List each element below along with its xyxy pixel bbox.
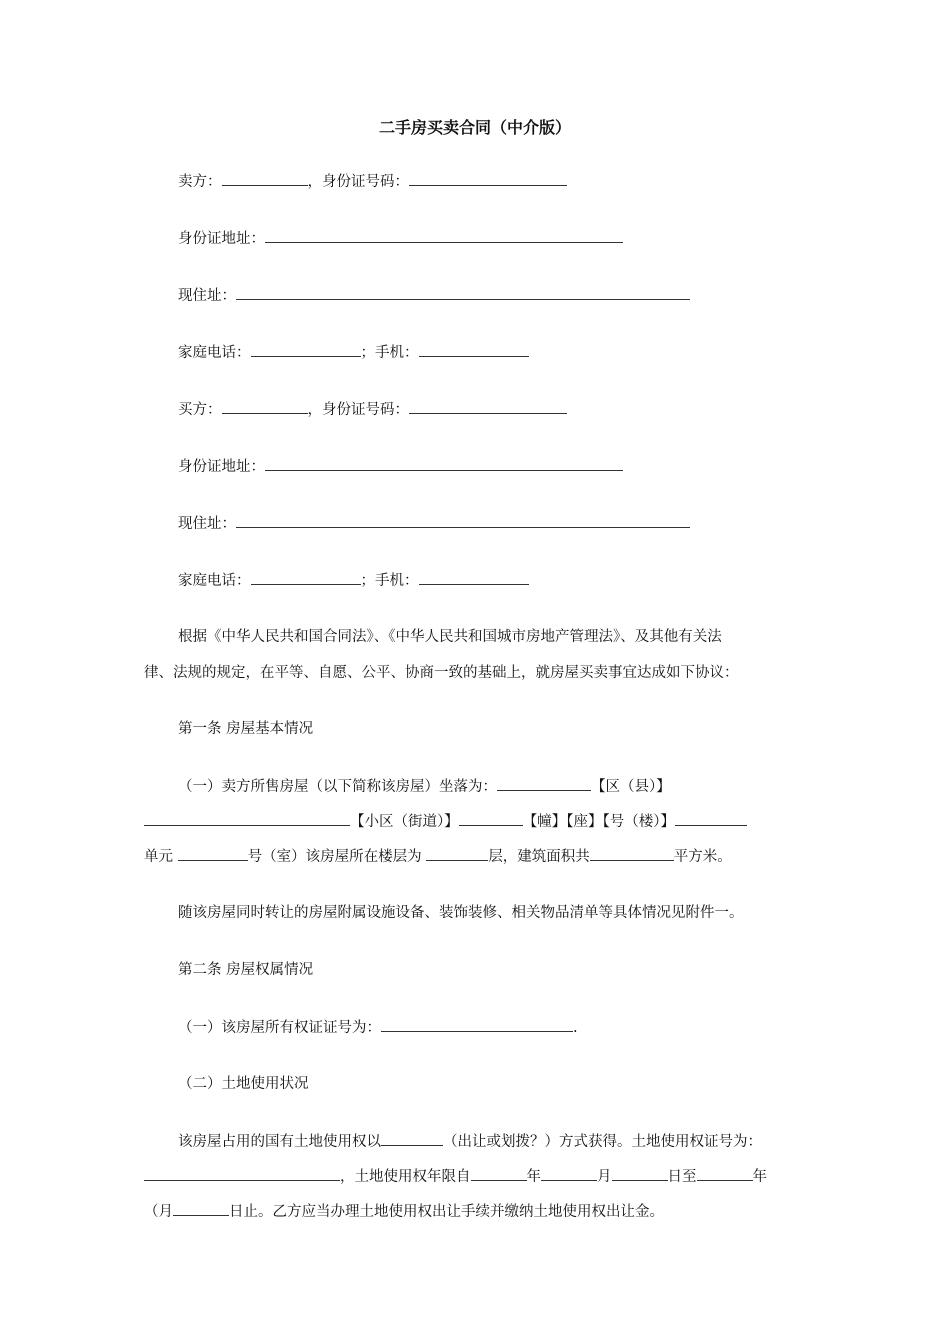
buyer-id-blank[interactable] <box>409 398 567 414</box>
seller-name-label: 卖方： <box>178 174 222 190</box>
area-unit-label: 平方米。 <box>673 849 732 865</box>
land-method-blank[interactable] <box>381 1130 443 1146</box>
article-1-location-label: （一）卖方所售房屋（以下简称该房屋）坐落为： <box>178 779 497 795</box>
buyer-name-label: 买方： <box>178 402 222 418</box>
start-year-blank[interactable] <box>471 1165 527 1181</box>
seller-id-address-line <box>178 227 623 250</box>
floor-blank[interactable] <box>426 845 488 861</box>
seller-phone-line <box>178 341 529 364</box>
buyer-address-line <box>178 512 690 535</box>
preamble-line-1: 根据《中华人民共和国合同法》、《中华人民共和国城市房地产管理法》、及其他有关法 <box>178 629 722 645</box>
end-year-blank[interactable] <box>697 1165 753 1181</box>
article-1-location-line <box>178 775 671 798</box>
start-day-label: 日至 <box>667 1169 697 1185</box>
building-blank[interactable] <box>459 810 523 826</box>
buyer-mobile-blank[interactable] <box>419 569 529 585</box>
seller-address-label: 现住址： <box>178 288 236 304</box>
seller-id-blank[interactable] <box>409 170 567 186</box>
ownership-cert-blank[interactable] <box>381 1016 573 1032</box>
article-2-heading: 第二条 房屋权属情况 <box>178 962 314 978</box>
buyer-address-blank[interactable] <box>236 512 690 528</box>
community-blank[interactable] <box>144 810 350 826</box>
land-use-line-2 <box>144 1165 767 1188</box>
end-day-label: 日止。乙方应当办理土地使用权出让手续并缴纳土地使用权出让金。 <box>229 1204 664 1220</box>
seller-id-label: ，身份证号码： <box>307 174 409 190</box>
buyer-phone-label: 家庭电话： <box>178 573 251 589</box>
seller-mobile-label: ；手机： <box>360 345 419 361</box>
land-term-label: ，土地使用权年限自 <box>340 1169 471 1185</box>
article-1-heading: 第一条 房屋基本情况 <box>178 721 314 737</box>
district-blank[interactable] <box>497 775 591 791</box>
end-year-label: 年 <box>752 1169 767 1185</box>
article-1-community-line <box>144 810 747 833</box>
end-day-blank[interactable] <box>173 1200 229 1216</box>
seller-address-line <box>178 284 690 307</box>
seller-phone-label: 家庭电话： <box>178 345 251 361</box>
unit-blank[interactable] <box>675 810 747 826</box>
unit-label: 单元 <box>144 849 178 865</box>
buyer-id-address-line <box>178 455 623 478</box>
start-month-blank[interactable] <box>541 1165 597 1181</box>
seller-mobile-blank[interactable] <box>419 341 529 357</box>
ownership-cert-label: （一）该房屋所有权证证号为： <box>178 1020 381 1036</box>
land-use-heading: （二）土地使用状况 <box>178 1076 309 1092</box>
buyer-phone-blank[interactable] <box>251 569 361 585</box>
start-year-label: 年 <box>526 1169 541 1185</box>
land-use-line-1 <box>178 1130 762 1153</box>
buyer-mobile-label: ；手机： <box>360 573 419 589</box>
ownership-cert-period: . <box>573 1020 578 1036</box>
buyer-address-label: 现住址： <box>178 516 236 532</box>
buyer-name-blank[interactable] <box>222 398 308 414</box>
land-use-label: 该房屋占用的国有土地使用权以 <box>178 1134 381 1150</box>
buyer-name-line <box>178 398 567 421</box>
article-1-floor-line <box>144 845 732 868</box>
land-method-label: （出让或划拨？）方式获得。土地使用权证号为： <box>443 1134 762 1150</box>
buyer-id-address-blank[interactable] <box>265 455 623 471</box>
building-label: 【幢】【座】【号（楼）】 <box>522 814 675 830</box>
seller-phone-blank[interactable] <box>251 341 361 357</box>
document-title: 二手房买卖合同（中介版） <box>378 118 571 137</box>
start-day-blank[interactable] <box>612 1165 668 1181</box>
district-label: 【区（县）】 <box>591 779 671 795</box>
start-month-label: 月 <box>597 1169 612 1185</box>
area-label: 层，建筑面积共 <box>488 849 590 865</box>
attachment-note: 随该房屋同时转让的房屋附属设施设备、装饰装修、相关物品清单等具体情况见附件一。 <box>178 905 744 921</box>
seller-id-address-label: 身份证地址： <box>178 231 265 247</box>
ownership-cert-line <box>178 1016 578 1039</box>
buyer-id-label: ，身份证号码： <box>307 402 409 418</box>
land-cert-blank[interactable] <box>144 1165 340 1181</box>
end-month-label: （月 <box>144 1204 173 1220</box>
preamble-line-2: 律、法规的规定，在平等、自愿、公平、协商一致的基础上，就房屋买卖事宜达成如下协议： <box>144 665 739 681</box>
seller-address-blank[interactable] <box>236 284 690 300</box>
seller-id-address-blank[interactable] <box>265 227 623 243</box>
area-blank[interactable] <box>590 845 674 861</box>
buyer-id-address-label: 身份证地址： <box>178 459 265 475</box>
seller-name-line <box>178 170 567 193</box>
room-floor-label: 号（室）该房屋所在楼层为 <box>247 849 427 865</box>
seller-name-blank[interactable] <box>222 170 308 186</box>
land-use-line-3 <box>144 1200 664 1223</box>
community-label: 【小区（街道）】 <box>350 814 459 830</box>
room-blank[interactable] <box>178 845 248 861</box>
buyer-phone-line <box>178 569 529 592</box>
